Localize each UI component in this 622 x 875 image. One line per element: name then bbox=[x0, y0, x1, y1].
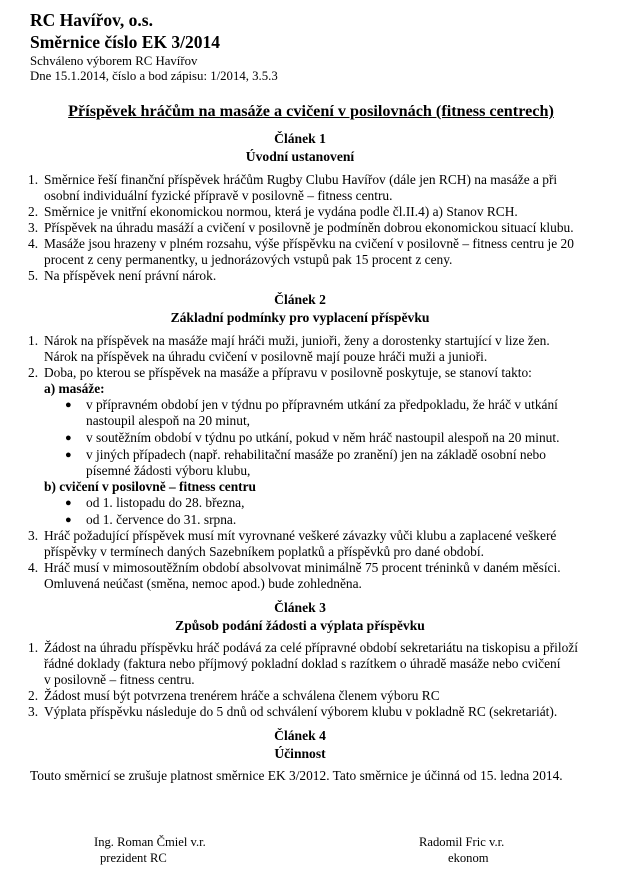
directive-number: Směrnice číslo EK 3/2014 bbox=[30, 32, 221, 52]
list-item-text: příspěvky v termínech daných Sazebníkem poplatků a příspěvků pro dané období. bbox=[44, 544, 484, 559]
list-item-text: Příspěvek na úhradu masáží a cvičení v posilovně je podmíněn dobrou ekonomickou situací klubu. bbox=[44, 220, 574, 235]
list-item-text: Hráč musí v mimosoutěžním období absolvovat minimálně 75 procent tréninků v daném měsíci. bbox=[44, 560, 561, 575]
bullet-icon: ● bbox=[65, 514, 72, 526]
bullet-text: v přípravném období jen v týdnu po přípravném utkání za předpokladu, že hráč v utkání bbox=[86, 397, 558, 412]
article-1-heading: Článek 1 bbox=[274, 131, 326, 146]
list-number: 3. bbox=[28, 528, 39, 543]
bullet-text: v soutěžním období v týdnu po utkání, pokud v něm hráč nastoupil alespoň na 20 minut. bbox=[86, 430, 560, 445]
bullet-icon: ● bbox=[65, 399, 72, 411]
list-number: 2. bbox=[28, 688, 39, 703]
effectiveness-text: Touto směrnicí se zrušuje platnost směrnice EK 3/2012. Tato směrnice je účinná od 15. ledna 2014. bbox=[30, 768, 563, 783]
list-number: 3. bbox=[28, 220, 39, 235]
list-number: 1. bbox=[28, 333, 39, 348]
signature-left-role: prezident RC bbox=[100, 851, 167, 865]
list-number: 3. bbox=[28, 704, 39, 719]
list-number: 2. bbox=[28, 204, 39, 219]
list-item-text: v posilovně – fitness centru. bbox=[44, 672, 195, 687]
document-title: Příspěvek hráčům na masáže a cvičení v posilovnách (fitness centrech) bbox=[68, 102, 554, 120]
article-2-subheading: Základní podmínky pro vyplacení příspěvku bbox=[170, 310, 430, 325]
list-number: 1. bbox=[28, 640, 39, 655]
list-item-text: Masáže jsou hrazeny v plném rozsahu, výše příspěvku na cvičení v posilovně – fitness centru je 20 bbox=[44, 236, 574, 251]
list-item-text: Směrnice řeší finanční příspěvek hráčům Rugby Clubu Havířov (dále jen RCH) na masáže a při bbox=[44, 172, 558, 187]
sublist-label-a: a) masáže: bbox=[44, 381, 105, 396]
organization-name: RC Havířov, o.s. bbox=[30, 10, 153, 30]
article-4-subheading: Účinnost bbox=[274, 746, 326, 761]
approval-line: Schváleno výborem RC Havířov bbox=[30, 54, 198, 68]
list-item-text: Žádost na úhradu příspěvku hráč podává za celé přípravné období sekretariátu na tiskopisu a přiloží bbox=[44, 640, 578, 655]
list-number: 4. bbox=[28, 560, 39, 575]
article-2-heading: Článek 2 bbox=[274, 292, 326, 307]
article-1-subheading: Úvodní ustanovení bbox=[245, 149, 355, 164]
date-line: Dne 15.1.2014, číslo a bod zápisu: 1/2014, 3.5.3 bbox=[30, 69, 278, 83]
list-number: 1. bbox=[28, 172, 39, 187]
signature-left-name: Ing. Roman Čmiel v.r. bbox=[94, 835, 206, 849]
list-item-text: osobní individuální fyzické přípravě v posilovně – fitness centru. bbox=[44, 188, 393, 203]
list-item-text: Doba, po kterou se příspěvek na masáže a přípravu v posilovně poskytuje, se stanoví takto: bbox=[44, 365, 532, 380]
signature-right-name: Radomil Fric v.r. bbox=[419, 835, 505, 849]
list-number: 4. bbox=[28, 236, 39, 251]
bullet-icon: ● bbox=[65, 432, 72, 444]
bullet-icon: ● bbox=[65, 497, 72, 509]
list-number: 5. bbox=[28, 268, 39, 283]
signature-right-role: ekonom bbox=[448, 851, 489, 865]
bullet-text: v jiných případech (např. rehabilitační masáže po zranění) jen na základě osobní nebo bbox=[86, 447, 546, 462]
list-item-text: Směrnice je vnitřní ekonomickou normou, která je vydána podle čl.II.4) a) Stanov RCH. bbox=[44, 204, 518, 219]
bullet-text: písemné žádosti výboru klubu, bbox=[86, 463, 251, 478]
list-item-text: Nárok na příspěvek na úhradu cvičení v posilovně mají pouze hráči muži a junioři. bbox=[44, 349, 488, 364]
list-item-text: Hráč požadující příspěvek musí mít vyrovnané veškeré závazky vůči klubu a zaplacené veškeré bbox=[44, 528, 557, 543]
list-item-text: řádné doklady (faktura nebo příjmový pokladní doklad s razítkem o úhradě masáže nebo cvičení bbox=[44, 656, 561, 671]
list-number: 2. bbox=[28, 365, 39, 380]
sublist-label-b: b) cvičení v posilovně – fitness centru bbox=[44, 479, 257, 494]
list-item-text: Žádost musí být potvrzena trenérem hráče a schválena členem výboru RC bbox=[44, 688, 440, 703]
list-item-text: Na příspěvek není právní nárok. bbox=[44, 268, 217, 283]
bullet-icon: ● bbox=[65, 449, 72, 461]
bullet-text: nastoupil alespoň na 20 minut, bbox=[86, 413, 251, 428]
list-item-text: Omluvená neúčast (směna, nemoc apod.) bude zohledněna. bbox=[44, 576, 362, 591]
list-item-text: Výplata příspěvku následuje do 5 dnů od schválení výborem klubu v pokladně RC (sekretariát). bbox=[44, 704, 558, 719]
article-3-heading: Článek 3 bbox=[274, 600, 326, 615]
article-3-subheading: Způsob podání žádosti a výplata příspěvku bbox=[175, 618, 425, 633]
bullet-text: od 1. července do 31. srpna. bbox=[86, 512, 237, 527]
article-4-heading: Článek 4 bbox=[274, 728, 326, 743]
list-item-text: procent z ceny permanentky, u jednorázových vstupů pak 15 procent z ceny. bbox=[44, 252, 453, 267]
list-item-text: Nárok na příspěvek na masáže mají hráči muži, junioři, ženy a dorostenky startující v lize žen. bbox=[44, 333, 550, 348]
bullet-text: od 1. listopadu do 28. března, bbox=[86, 495, 245, 510]
